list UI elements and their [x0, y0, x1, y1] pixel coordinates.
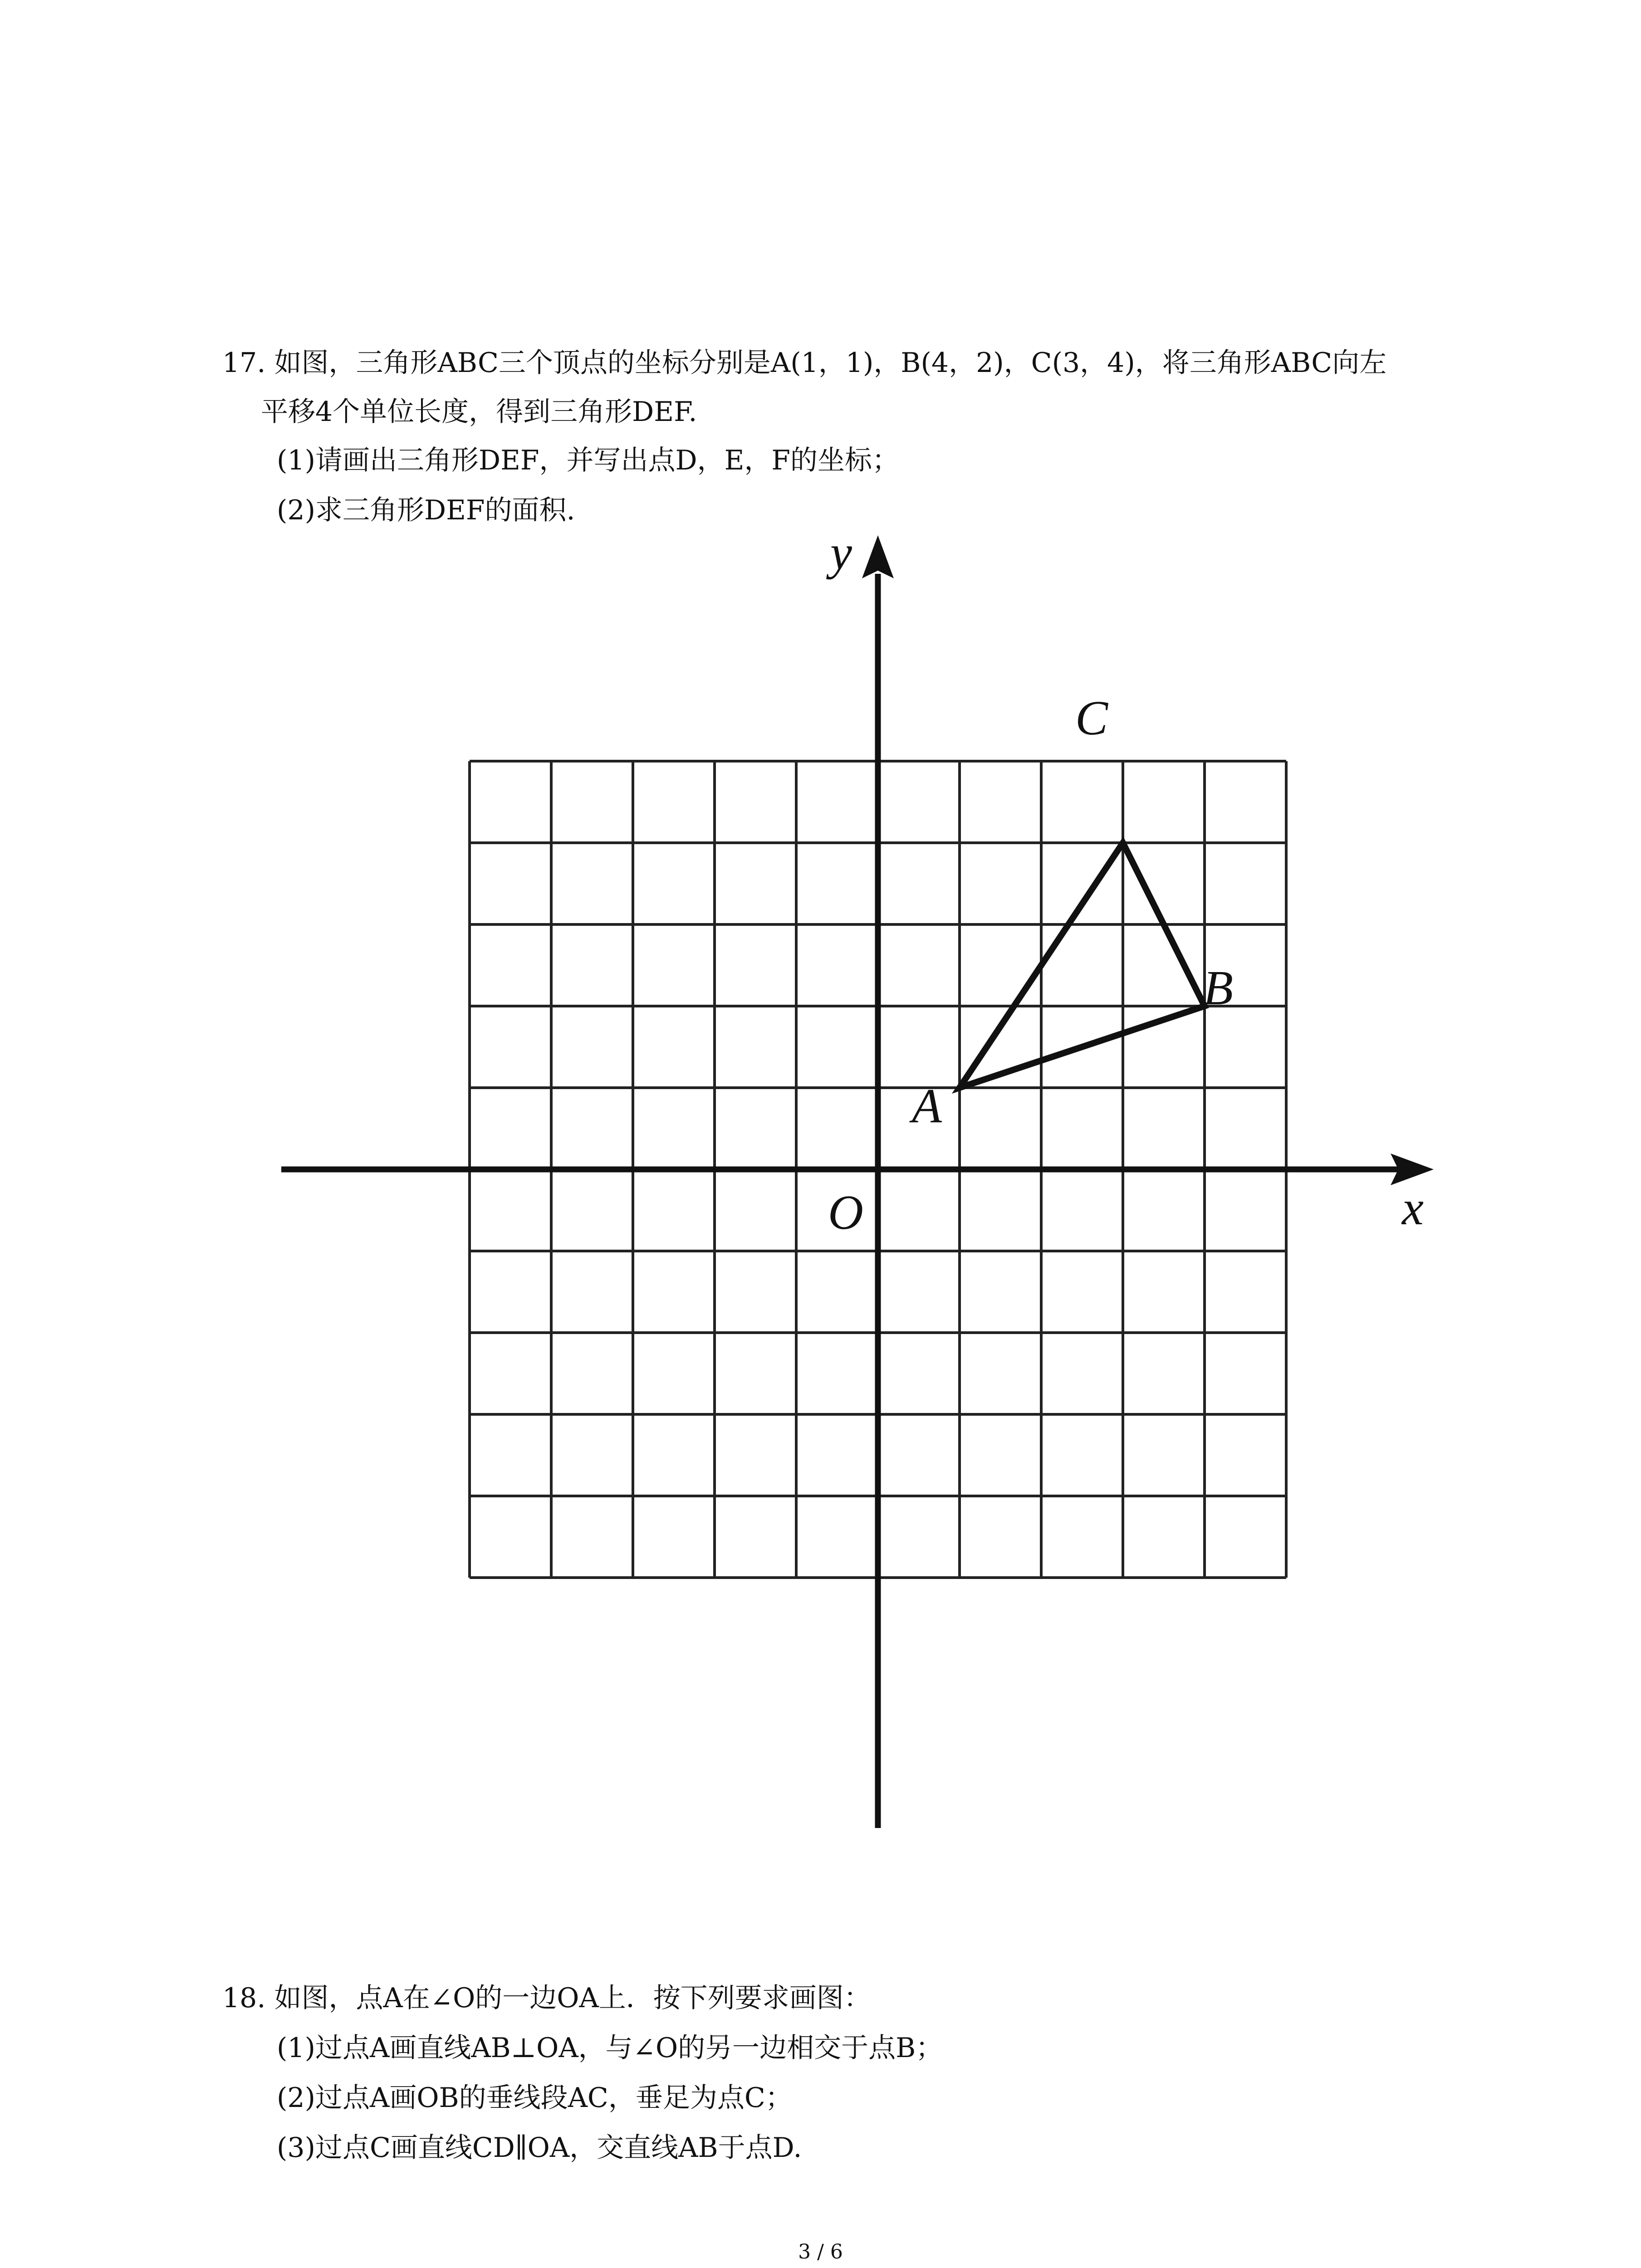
vertex-b-label: B — [1203, 961, 1233, 1015]
q18-part3: (3)过点C画直线CD∥OA，交直线AB于点D. — [277, 2132, 802, 2164]
axes — [281, 535, 1434, 1828]
q18-part2: (2)过点A画OB的垂线段AC，垂足为点C； — [277, 2082, 793, 2114]
triangle-abc — [960, 843, 1205, 1088]
origin-label: O — [828, 1186, 863, 1240]
triangle-abc-outline — [960, 843, 1205, 1088]
y-axis-arrow — [862, 535, 894, 578]
q17-line2: 平移4个单位长度，得到三角形DEF. — [261, 396, 697, 428]
q18-line1: 18. 如图，点A在∠O的一边OA上．按下列要求画图： — [222, 1982, 871, 2014]
x-axis-label: x — [1402, 1181, 1424, 1235]
vertex-a-label: A — [912, 1079, 942, 1133]
q17-part1: (1)请画出三角形DEF，并写出点D，E，F的坐标； — [277, 445, 900, 476]
y-axis-label: y — [830, 526, 852, 580]
q17-line1: 17. 如图，三角形ABC三个顶点的坐标分别是A(1，1)，B(4，2)，C(3，4)，将三角形ABC向左 — [222, 347, 1387, 379]
page-number: 3 / 6 — [798, 2240, 843, 2263]
q17-part2: (2)求三角形DEF的面积. — [277, 494, 575, 526]
q18-part1: (1)过点A画直线AB⊥OA，与∠O的另一边相交于点B； — [277, 2032, 943, 2064]
vertex-c-label: C — [1075, 691, 1108, 745]
